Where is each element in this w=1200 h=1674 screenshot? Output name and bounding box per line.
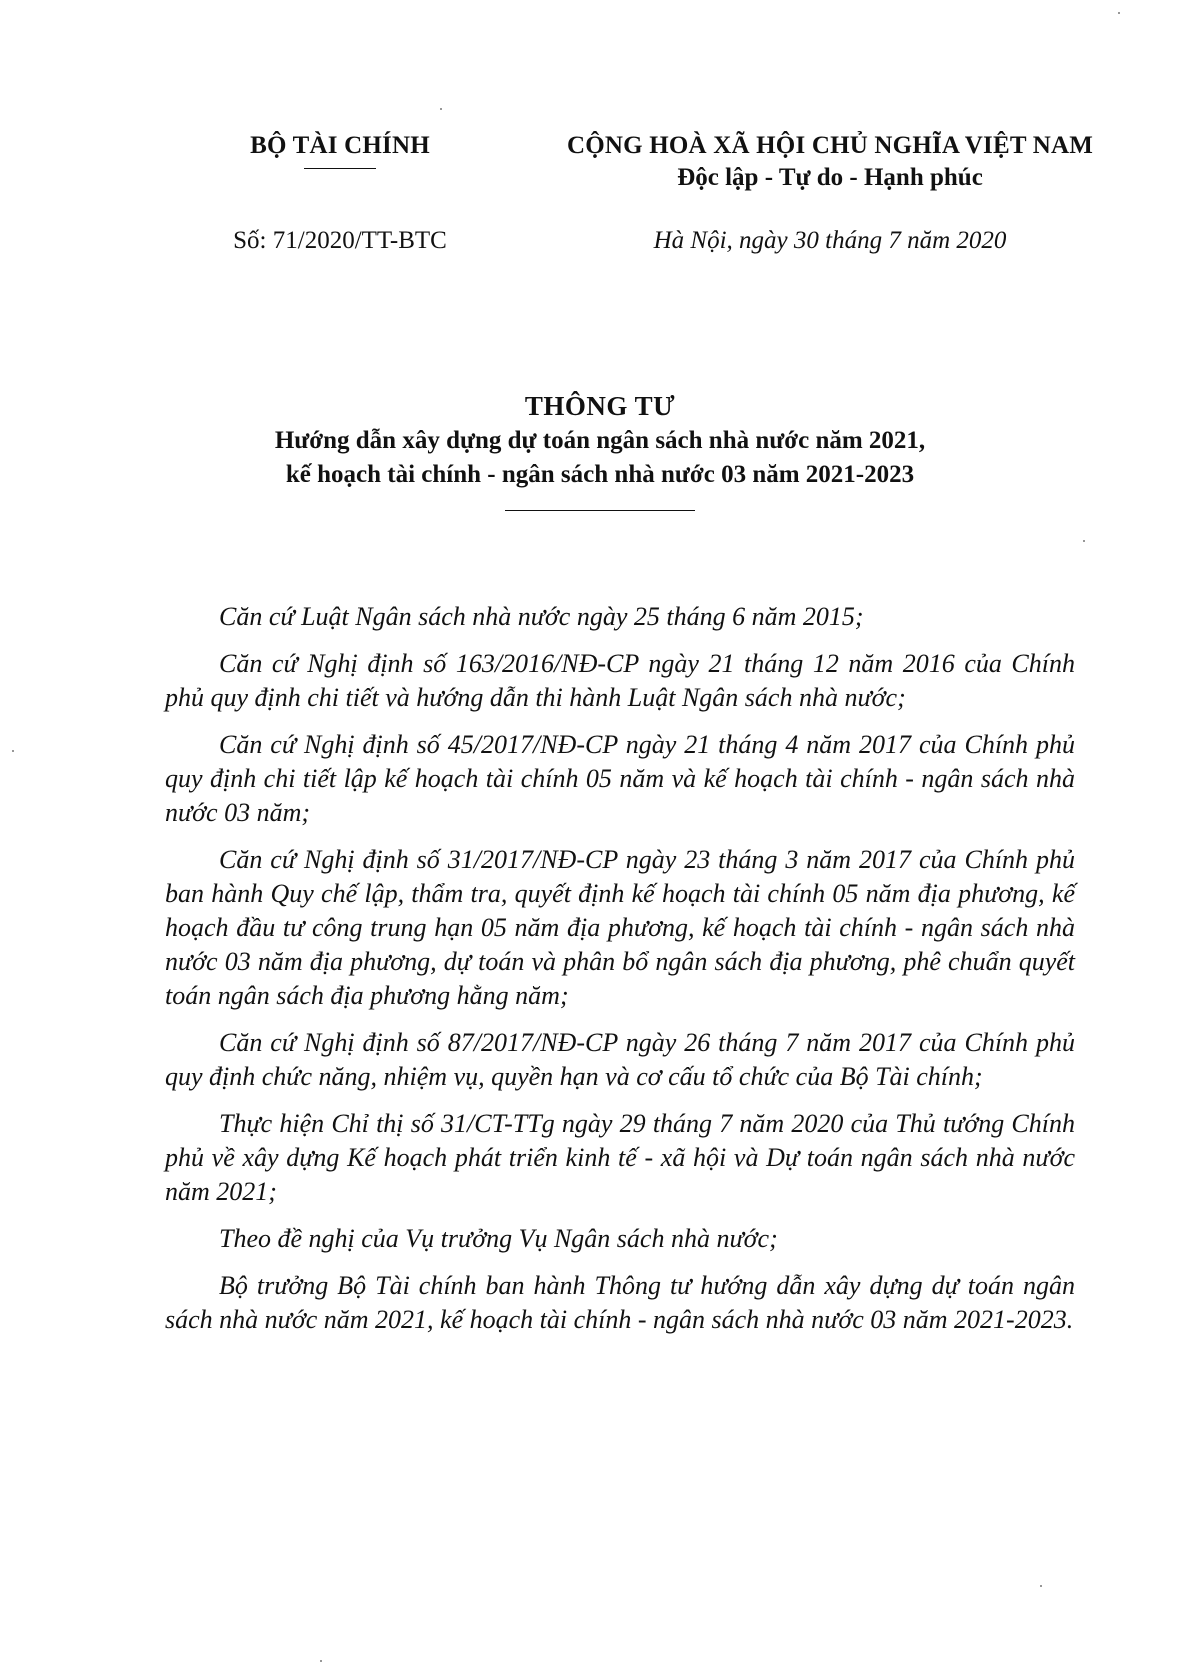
country-name: CỘNG HOÀ XÃ HỘI CHỦ NGHĨA VIỆT NAM [566, 132, 1094, 159]
national-title-block [540, 130, 1120, 194]
scan-speck [1083, 540, 1085, 542]
document-number: Số: 71/2020/TT-BTC [233, 227, 447, 254]
agency-name: BỘ TÀI CHÍNH [250, 132, 430, 159]
basis-paragraph: Căn cứ Nghị định số 45/2017/NĐ-CP ngày 21 tháng 4 năm 2017 của Chính phủ quy định chi tiết lập kế hoạch tài chính 05 năm và kế hoạch tài chính - ngân sách nhà nước 03 năm; [165, 730, 1075, 827]
subject-line-1: Hướng dẫn xây dựng dự toán ngân sách nhà nước năm 2021, [274, 427, 926, 454]
document-title-block [120, 388, 1080, 511]
subject-line-2: kế hoạch tài chính - ngân sách nhà nước 03 năm 2021-2023 [285, 461, 915, 488]
title-divider [505, 510, 695, 511]
agency-underline [304, 168, 376, 169]
scan-speck [1118, 12, 1120, 14]
basis-paragraph: Căn cứ Nghị định số 163/2016/NĐ-CP ngày 21 tháng 12 năm 2016 của Chính phủ quy định chi tiết và hướng dẫn thi hành Luật Ngân sách nhà nước; [165, 649, 1075, 712]
scan-speck [12, 750, 14, 752]
scan-speck [440, 108, 442, 110]
place-and-date: Hà Nội, ngày 30 tháng 7 năm 2020 [653, 227, 1007, 254]
scan-speck [320, 1660, 322, 1662]
basis-paragraph: Theo đề nghị của Vụ trưởng Vụ Ngân sách nhà nước; [219, 1224, 778, 1253]
basis-paragraph: Căn cứ Nghị định số 87/2017/NĐ-CP ngày 26 tháng 7 năm 2017 của Chính phủ quy định chức năng, nhiệm vụ, quyền hạn và cơ cấu tổ chức của Bộ Tài chính; [165, 1028, 1075, 1091]
national-motto: Độc lập - Tự do - Hạnh phúc [677, 164, 983, 191]
basis-paragraph: Thực hiện Chỉ thị số 31/CT-TTg ngày 29 tháng 7 năm 2020 của Thủ tướng Chính phủ về xây dựng Kế hoạch phát triển kinh tế - xã hội và Dự toán ngân sách nhà nước năm 2021; [165, 1109, 1075, 1206]
basis-paragraph: Căn cứ Nghị định số 31/2017/NĐ-CP ngày 23 tháng 3 năm 2017 của Chính phủ ban hành Quy chế lập, thẩm tra, quyết định kế hoạch tài chính 05 năm địa phương, kế hoạch đầu tư công trung hạn 05 năm địa phương, kế hoạch tài chính - ngân sách nhà nước 03 năm địa phương, dự toán và phân bổ ngân sách địa phương, phê chuẩn quyết toán ngân sách địa phương hằng năm; [165, 845, 1075, 1010]
legal-basis-section [165, 600, 1075, 1350]
document-type: THÔNG TƯ [524, 391, 676, 421]
basis-paragraph: Bộ trưởng Bộ Tài chính ban hành Thông tư hướng dẫn xây dựng dự toán ngân sách nhà nước năm 2021, kế hoạch tài chính - ngân sách nhà nước 03 năm 2021-2023. [165, 1271, 1075, 1334]
agency-block [210, 130, 470, 169]
basis-paragraph: Căn cứ Luật Ngân sách nhà nước ngày 25 tháng 6 năm 2015; [219, 602, 864, 631]
scan-speck [1040, 1585, 1042, 1587]
